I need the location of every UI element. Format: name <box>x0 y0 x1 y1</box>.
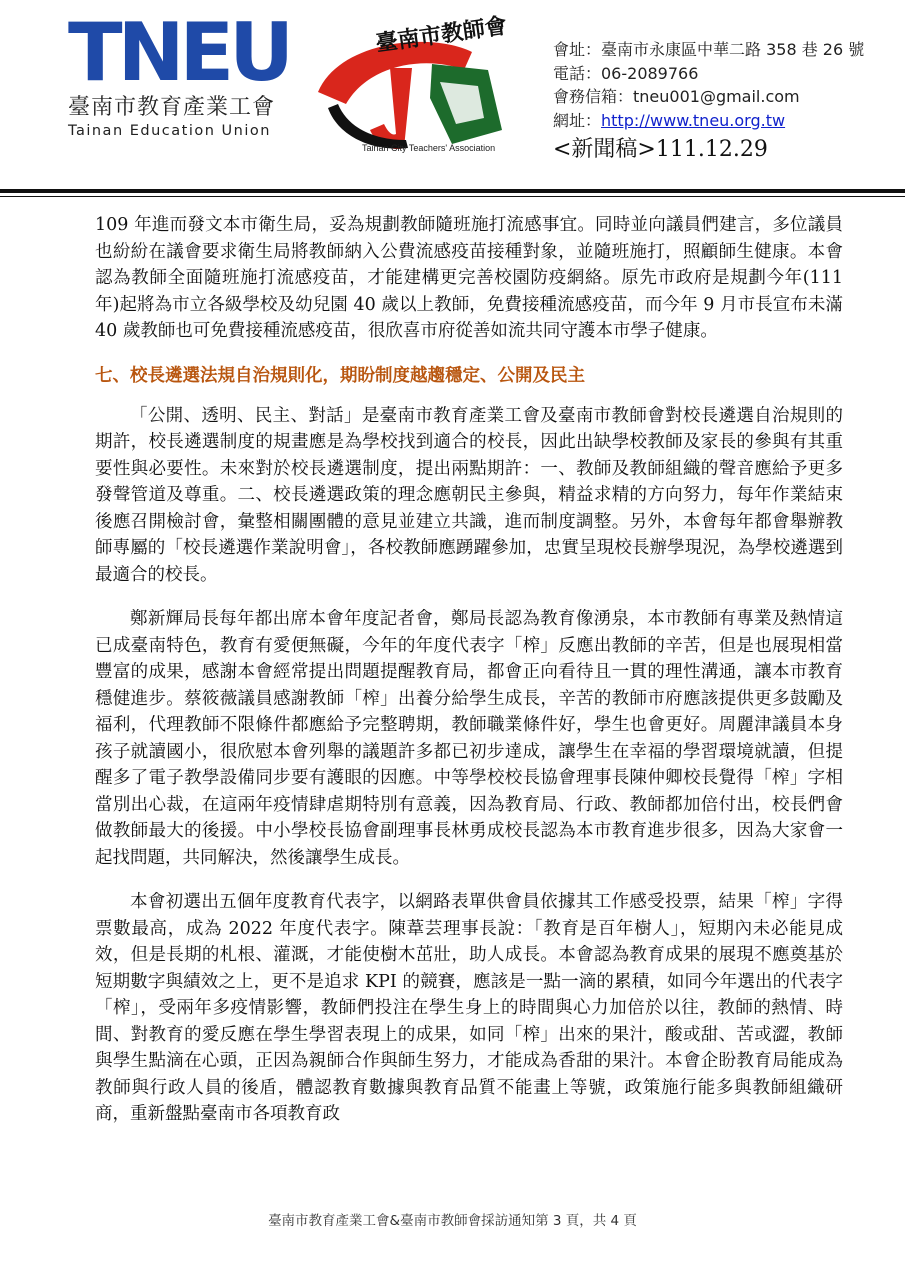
article-body <box>95 212 843 1128</box>
phone-line: 電話：06-2089766 <box>553 63 699 83</box>
tneu-wordmark: TNEU <box>68 6 290 99</box>
tta-name-en: Tainan City Teachers' Association <box>362 143 496 153</box>
paragraph-flu-vaccine: 109 年進而發文本市衛生局，妥為規劃教師隨班施打流感事宜。同時並向議員們建言，多位議員也紛紛在議會要求衛生局將教師納入公費流感疫苗接種對象，並隨班施打，照顧師生健康。本會認為教師全面隨班施打流感疫苗，才能建構更完善校園防疫網絡。原先市政府是規劃今年(111 年)起將為市立各級學校及幼兒園 40 歲以上教師，免費接種流感疫苗，而今年 9 月市長宣布未滿 40 歲教師也可免費接種流感疫苗，很欣喜市府從善如流共同守護本市學子健康。 <box>95 215 843 341</box>
tta-emblem-logo <box>312 12 512 160</box>
press-release-date: <新聞稿>111.12.29 <box>553 137 768 162</box>
contact-info <box>553 38 898 166</box>
tta-name-zh: 臺南市教師會 <box>374 12 509 57</box>
website-label: 網址： <box>553 110 602 130</box>
paragraph-word-of-year: 本會初選出五個年度教育代表字，以網路表單供會員依據其工作感受投票，結果「榨」字得票數最高，成為 2022 年度代表字。陳葦芸理事長說：「教育是百年樹人」，短期內未必能見成效，但是長期的札根、灌溉，才能使樹木茁壯，助人成長。本會認為教育成果的展現不應奠基於短期數字與績效之上，更不是追求 KPI 的競賽，應該是一點一滴的累積，如同今年選出的代表字「榨」，受兩年多疫情影響，教師們投注在學生身上的時間與心力加倍於以往，教師的熱情、時間、對教育的愛反應在學生學習表現上的成果，如同「榨」出來的果汁，酸或甜、苦或澀，教師與學生點滴在心頭，正因為親師合作與師生努力，才能成為香甜的果汁。本會企盼教育局能成為教師與行政人員的後盾，體認教育數據與教育品質不能畫上等號，政策施行能多與教師組織研商，重新盤點臺南市各項教育政 <box>95 892 843 1124</box>
website-line <box>553 109 898 133</box>
page-footer: 臺南市教育產業工會&臺南市教師會採訪通知第 3 頁，共 4 頁 <box>268 1213 637 1229</box>
letterhead <box>0 0 905 196</box>
header-divider-thick <box>0 189 905 193</box>
tneu-name-zh: 臺南市教育產業工會 <box>68 95 276 120</box>
email-line: 會務信箱：tneu001@gmail.com <box>553 87 800 106</box>
header-divider-thin <box>0 196 905 197</box>
tneu-name-en: Tainan Education Union <box>68 123 271 139</box>
address-line: 會址：臺南市永康區中華二路 358 巷 26 號 <box>553 40 865 59</box>
paragraph-guest-remarks: 鄭新輝局長每年都出席本會年度記者會，鄭局長認為教育像湧泉，本市教師有專業及熱情這已成臺南特色，教育有愛便無礙，今年的年度代表字「榨」反應出教師的辛苦，但是也展現相當豐富的成果，感謝本會經常提出問題提醒教育局，都會正向看待且一貫的理性溝通，讓本市教育穩健進步。蔡筱薇議員感謝教師「榨」出養分給學生成長，辛苦的教師市府應該提供更多鼓勵及福利，代理教師不限條件都應給予完整聘期，教師職業條件好，學生也會更好。周麗津議員本身孩子就讀國小，很欣慰本會列舉的議題許多都已初步達成，讓學生在幸福的學習環境就讀，但提醒多了電子教學設備同步要有護眼的因應。中等學校校長協會理事長陳仲卿校長覺得「榨」字相當別出心裁，在這兩年疫情肆虐期特別有意義，因為教育局、行政、教師都加倍付出，校長們會做教師最大的後援。中小學校長協會副理事長林勇成校長認為本市教育進步很多，因為大家會一起找問題，共同解決，然後讓學生成長。 <box>95 609 843 868</box>
section-heading-principal-selection: 七、校長遴選法規自治規則化，期盼制度越趨穩定、公開及民主 <box>95 365 585 386</box>
tneu-logo <box>68 6 290 146</box>
paragraph-principal-selection: 「公開、透明、民主、對話」是臺南市教育產業工會及臺南市教師會對校長遴選自治規則的期許，校長遴選制度的規畫應是為學校找到適合的校長，因此出缺學校教師及家長的參與有其重要性與必要性。未來對於校長遴選制度，提出兩點期許：一、教師及教師組織的聲音應給予更多發聲管道及尊重。二、校長遴選政策的理念應朝民主參與，精益求精的方向努力，每年作業結束後應召開檢討會，彙整相關團體的意見並建立共識，進而制度調整。另外，本會每年都會舉辦教師專屬的「校長遴選作業說明會」，各校教師應踴躍參加，忠實呈現校長辦學現況，為學校遴選到最適合的校長。 <box>95 405 843 585</box>
website-link[interactable]: http://www.tneu.org.tw <box>601 110 786 130</box>
